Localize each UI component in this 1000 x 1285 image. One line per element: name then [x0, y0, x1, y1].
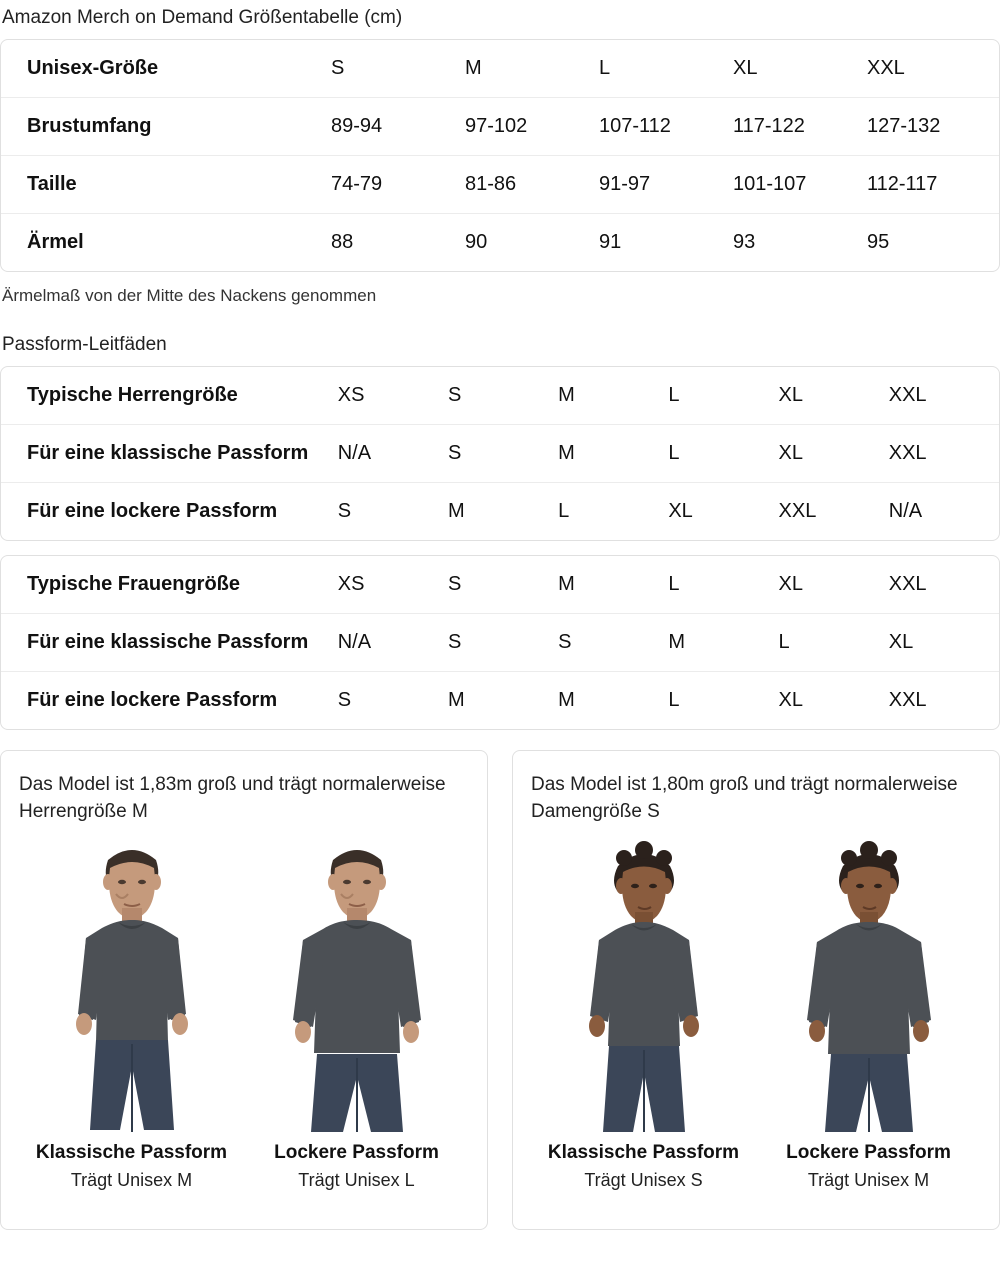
cell: M — [558, 367, 668, 425]
page-title: Amazon Merch on Demand Größentabelle (cm) — [2, 7, 403, 28]
cell: L — [668, 424, 778, 482]
figure-classic-male — [28, 832, 235, 1132]
cell: S — [448, 424, 558, 482]
table-row — [1, 556, 999, 614]
figure-classic-female — [540, 832, 747, 1132]
size-table — [0, 39, 1000, 272]
cell: XL — [778, 688, 804, 711]
fit-guides-title: Passform-Leitfäden — [2, 333, 167, 355]
cell: S — [337, 688, 352, 711]
model-caption: Das Model ist 1,80m groß und trägt normalerweise Damengröße S — [531, 773, 958, 823]
row-label: Brustumfang — [1, 97, 331, 155]
cell: L — [668, 367, 778, 425]
cell: M — [558, 556, 668, 614]
cell: 91 — [599, 230, 622, 253]
cell: XXL — [778, 499, 817, 522]
cell: M — [558, 424, 668, 482]
cell: 107-112 — [599, 97, 733, 155]
cell: M — [465, 40, 599, 98]
fit-name: Klassische Passform — [547, 1141, 740, 1163]
cell: S — [558, 613, 668, 671]
cell: 89-94 — [331, 97, 465, 155]
cell: 97-102 — [465, 97, 599, 155]
cell: XXL — [888, 688, 927, 711]
female-model-classic-fit-illustration — [554, 832, 734, 1132]
cell: 81-86 — [465, 155, 599, 213]
figure-label-classic — [540, 1142, 747, 1191]
cell: M — [558, 688, 575, 711]
cell: XXL — [867, 40, 1000, 98]
cell: L — [668, 688, 680, 711]
fit-size: Trägt Unisex M — [70, 1169, 193, 1190]
cell: L — [599, 40, 733, 98]
table-row — [1, 155, 1000, 213]
cell: S — [448, 613, 558, 671]
cell: S — [448, 556, 558, 614]
figure-label-relaxed — [253, 1142, 460, 1191]
model-figures — [19, 832, 469, 1132]
row-label: Taille — [1, 155, 331, 213]
sleeve-measurement-note: Ärmelmaß von der Mitte des Nackens genommen — [2, 285, 377, 305]
cell: XL — [779, 424, 889, 482]
table-row — [1, 482, 999, 540]
cell: 95 — [867, 230, 890, 253]
table-row — [1, 97, 1000, 155]
table-row — [1, 424, 999, 482]
mens-fit-table — [0, 366, 1000, 541]
model-caption: Das Model ist 1,83m groß und trägt normalerweise Herrengröße M — [19, 773, 446, 823]
cell: 117-122 — [733, 97, 867, 155]
cell: 74-79 — [331, 155, 465, 213]
cell: S — [331, 40, 465, 98]
figure-relaxed-female — [765, 832, 972, 1132]
male-model-relaxed-fit-illustration — [267, 832, 447, 1132]
cell: L — [668, 556, 778, 614]
fit-size: Trägt Unisex S — [584, 1169, 703, 1190]
row-label: Unisex-Größe — [1, 40, 331, 98]
cell: 88 — [331, 230, 354, 253]
cell: XXL — [889, 367, 999, 425]
cell: L — [558, 499, 570, 522]
row-label: Typische Frauengröße — [1, 556, 338, 614]
cell: XXL — [889, 556, 999, 614]
table-row — [1, 671, 999, 729]
cell: M — [668, 613, 778, 671]
cell: XS — [338, 367, 448, 425]
cell: M — [447, 499, 465, 522]
figure-label-classic — [28, 1142, 235, 1191]
row-label: Für eine lockere Passform — [27, 688, 278, 711]
spacer — [0, 541, 1000, 555]
cell: XL — [779, 367, 889, 425]
female-model-relaxed-fit-illustration — [779, 832, 959, 1132]
model-figures — [531, 832, 981, 1132]
cell: S — [448, 367, 558, 425]
male-model-classic-fit-illustration — [42, 832, 222, 1132]
figure-relaxed-male — [253, 832, 460, 1132]
cell: 127-132 — [867, 97, 1000, 155]
fit-size: Trägt Unisex L — [298, 1169, 415, 1190]
fit-size: Trägt Unisex M — [807, 1169, 930, 1190]
cell: 112-117 — [867, 155, 1000, 213]
model-cards — [0, 750, 1000, 1230]
table-row — [1, 40, 1000, 98]
table-row — [1, 367, 999, 425]
row-label: Für eine lockere Passform — [27, 499, 278, 522]
cell: N/A — [888, 499, 923, 522]
figure-labels — [531, 1142, 981, 1191]
cell: 91-97 — [599, 155, 733, 213]
row-label: Für eine klassische Passform — [1, 424, 338, 482]
cell: S — [337, 499, 352, 522]
cell: N/A — [338, 613, 448, 671]
model-card-womens — [512, 750, 1000, 1230]
table-row — [1, 613, 999, 671]
figure-label-relaxed — [765, 1142, 972, 1191]
cell: XL — [733, 40, 867, 98]
cell: 90 — [465, 230, 488, 253]
cell: N/A — [338, 424, 448, 482]
fit-name: Lockere Passform — [786, 1141, 951, 1163]
cell: XS — [338, 556, 448, 614]
fit-name: Lockere Passform — [274, 1141, 439, 1163]
fit-name: Klassische Passform — [35, 1141, 228, 1163]
cell: L — [779, 613, 889, 671]
row-label: Für eine klassische Passform — [1, 613, 338, 671]
cell: XL — [779, 556, 889, 614]
cell: XL — [668, 499, 693, 522]
cell: 93 — [733, 230, 756, 253]
model-card-mens — [0, 750, 488, 1230]
cell: 101-107 — [733, 155, 867, 213]
figure-labels — [19, 1142, 469, 1191]
row-label: Typische Herrengröße — [1, 367, 338, 425]
cell: XL — [889, 613, 999, 671]
row-label: Ärmel — [27, 230, 84, 253]
womens-fit-table — [0, 555, 1000, 730]
cell: XXL — [889, 424, 999, 482]
table-row — [1, 213, 1000, 271]
cell: M — [447, 688, 465, 711]
